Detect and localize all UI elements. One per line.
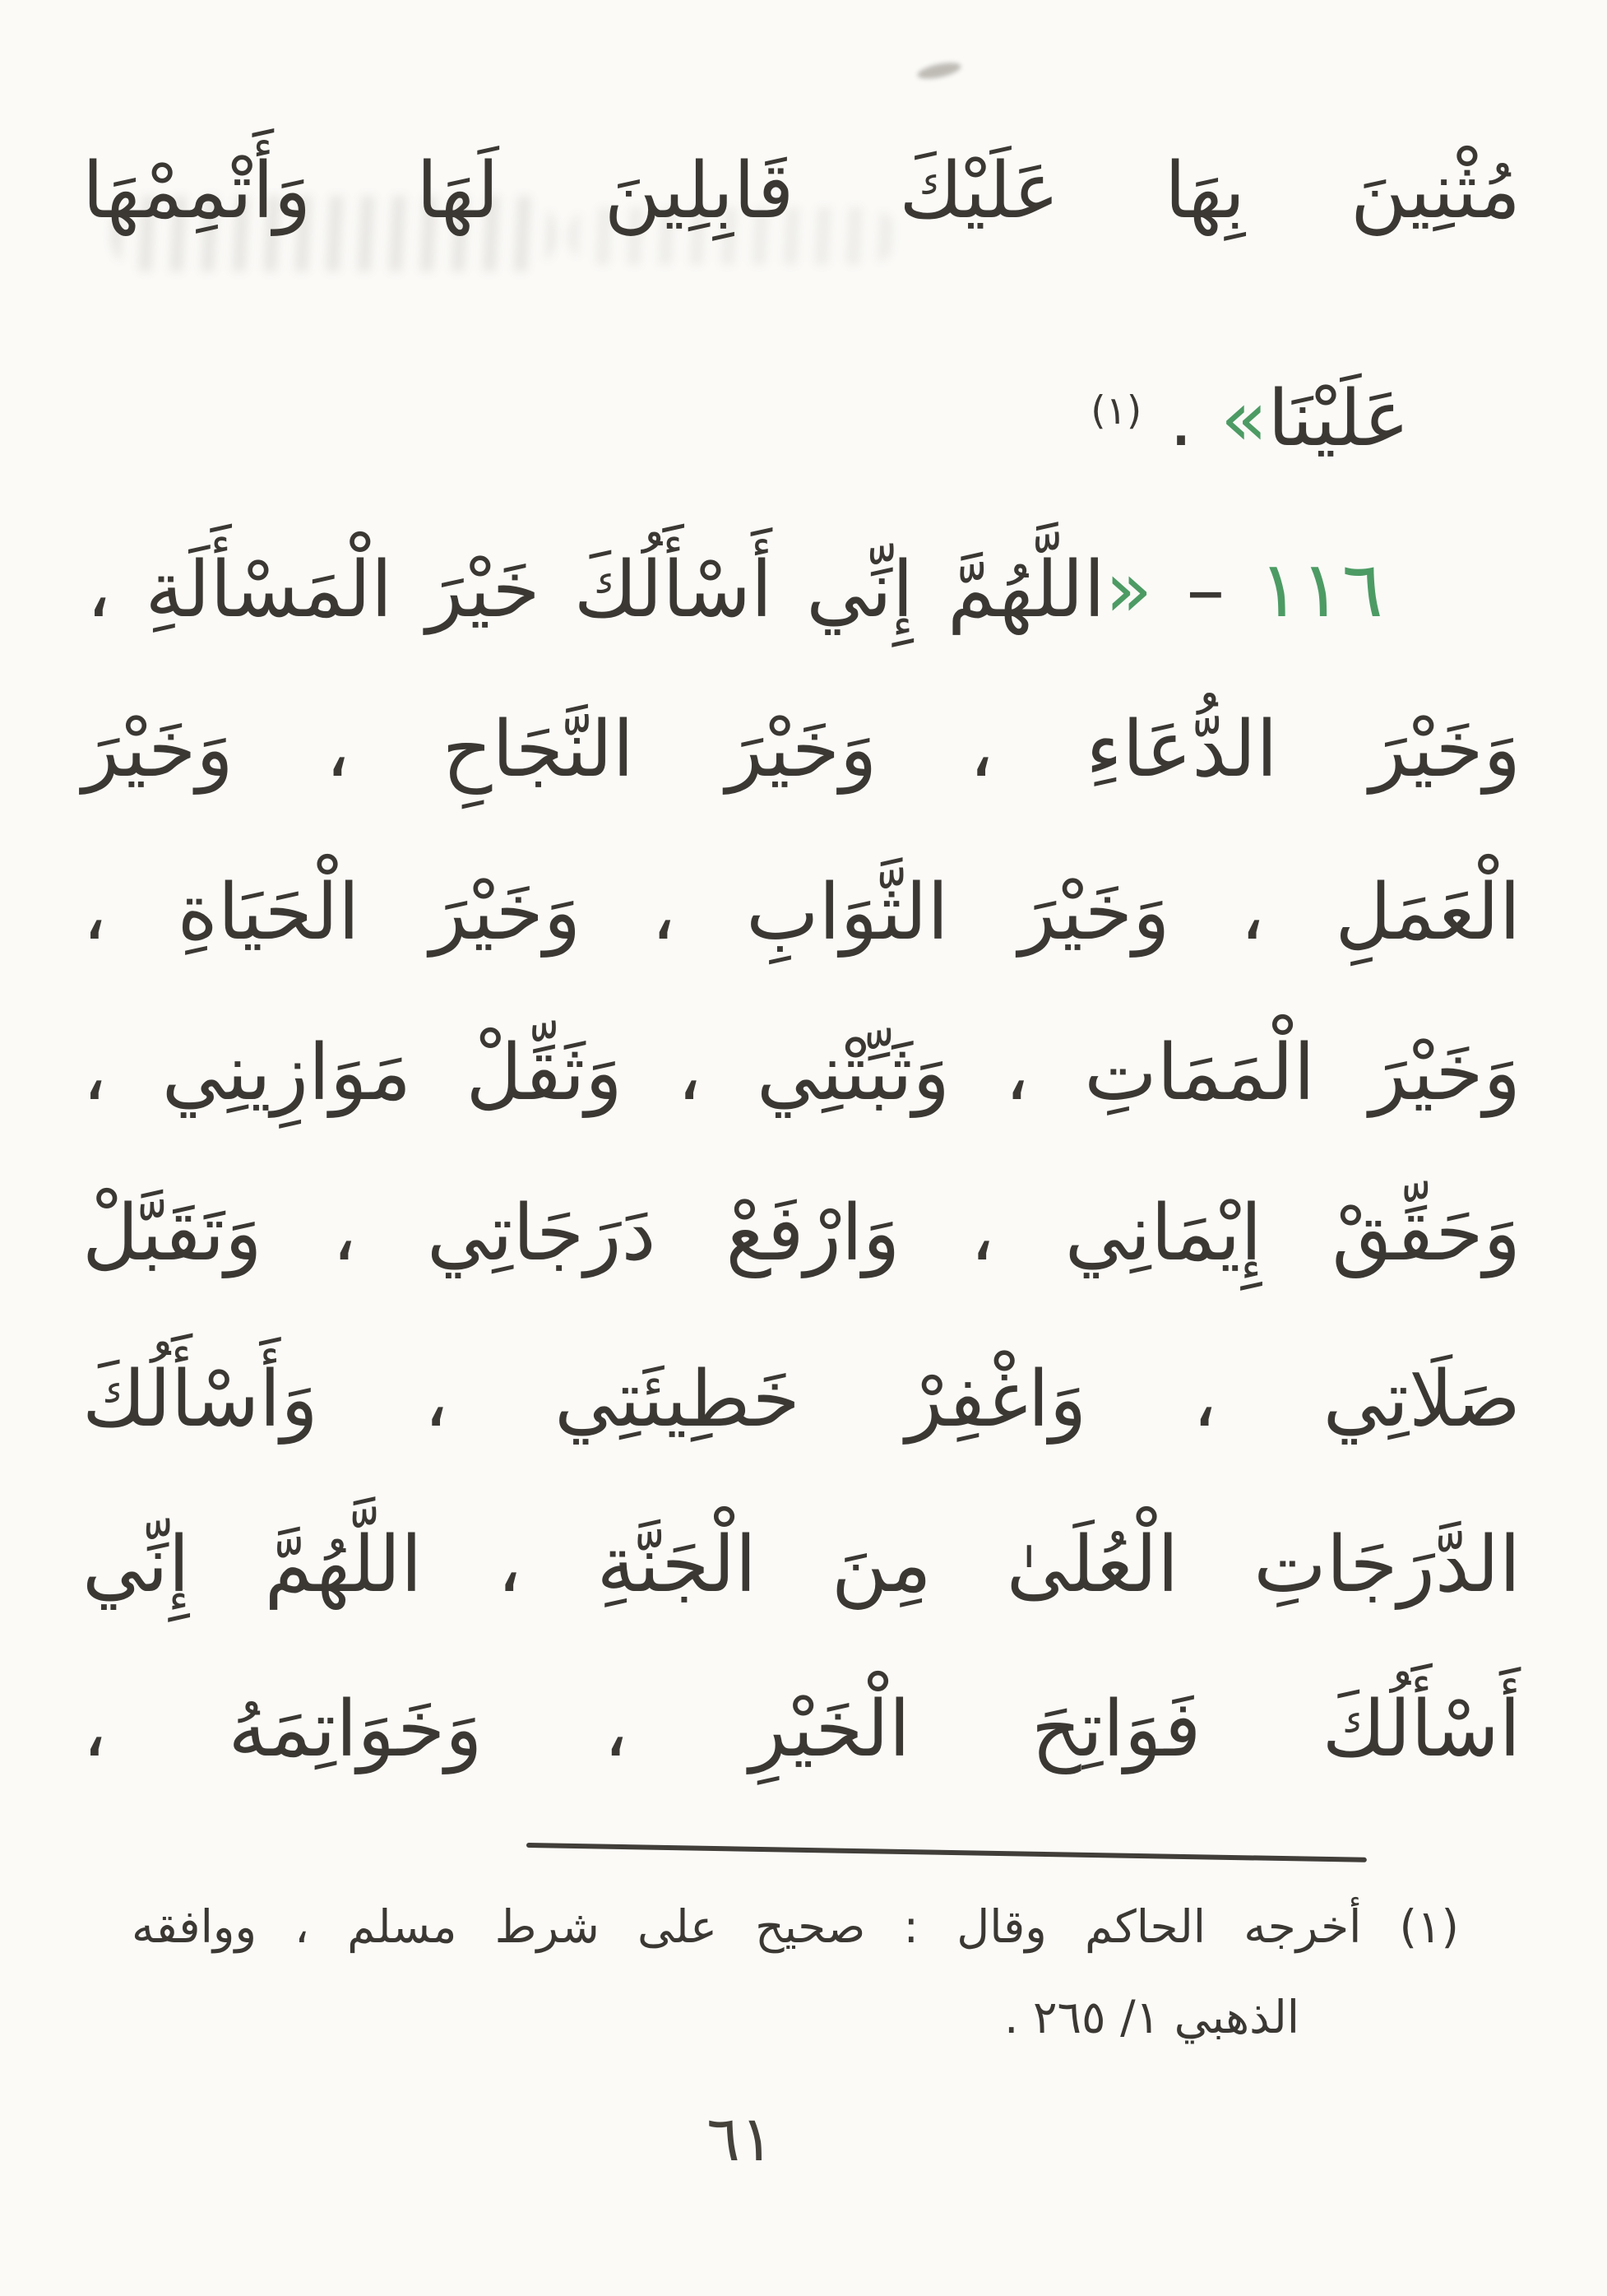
footnote-divider-rule	[526, 1843, 1367, 1862]
hadith-116-text-line-6: صَلَاتِي ، وَاغْفِرْ خَطِيئَتِي ، وَأَسْأَلُكَ	[82, 1355, 1521, 1445]
footnote-line-1: (١) أخرجه الحاكم وقال : صحيح على شرط مسلم ، ووافقه	[132, 1900, 1459, 1953]
hadith-number: ١١٦	[1258, 545, 1383, 635]
hadith-116-text-line-3: الْعَمَلِ ، وَخَيْرَ الثَّوَابِ ، وَخَيْرَ الْحَيَاةِ ،	[82, 868, 1521, 958]
opening-quote-mark: «	[1105, 545, 1153, 635]
hadith-116-opening-line	[86, 508, 1383, 673]
dash-separator: –	[1186, 545, 1225, 635]
hadith-116-text-line-7: الدَّرَجَاتِ الْعُلَىٰ مِنَ الْجَنَّةِ ، اللَّهُمَّ إِنِّي	[82, 1520, 1521, 1610]
previous-hadith-continuation-line: مُثْنِينَ بِهَا عَلَيْكَ قَابِلِينَ لَهَا وَأَتْمِمْهَا	[82, 146, 1521, 236]
scan-speck	[916, 60, 962, 82]
footnote-reference-1: (١)	[1091, 388, 1142, 434]
hadith-116-text-line-4: وَخَيْرَ الْمَمَاتِ ، وَثَبِّتْنِي ، وَثَقِّلْ مَوَازِينِي ،	[82, 1028, 1521, 1118]
hadith-116-text-line-2: وَخَيْرَ الدُّعَاءِ ، وَخَيْرَ النَّجَاحِ ، وَخَيْرَ	[82, 705, 1521, 795]
closing-quote-mark: »	[1220, 373, 1268, 464]
footnote-line-2: الذهبي ١/ ٢٦٥ .	[1004, 1991, 1299, 2043]
page-number: ٦١	[706, 2102, 774, 2175]
period-mark: .	[1169, 373, 1194, 464]
hadith-116-text-line-1: اللَّهُمَّ إِنِّي أَسْأَلُكَ خَيْرَ الْمَسْأَلَةِ ،	[86, 545, 1105, 635]
previous-hadith-last-word: عَلَيْنَا	[1267, 373, 1410, 464]
hadith-116-text-line-5: وَحَقِّقْ إِيْمَانِي ، وَارْفَعْ دَرَجَاتِي ، وَتَقَبَّلْ	[82, 1189, 1521, 1278]
hadith-116-text-line-8: أَسْأَلُكَ فَوَاتِحَ الْخَيْرِ ، وَخَوَاتِمَهُ ،	[82, 1685, 1521, 1774]
previous-hadith-end-line	[1091, 329, 1410, 502]
